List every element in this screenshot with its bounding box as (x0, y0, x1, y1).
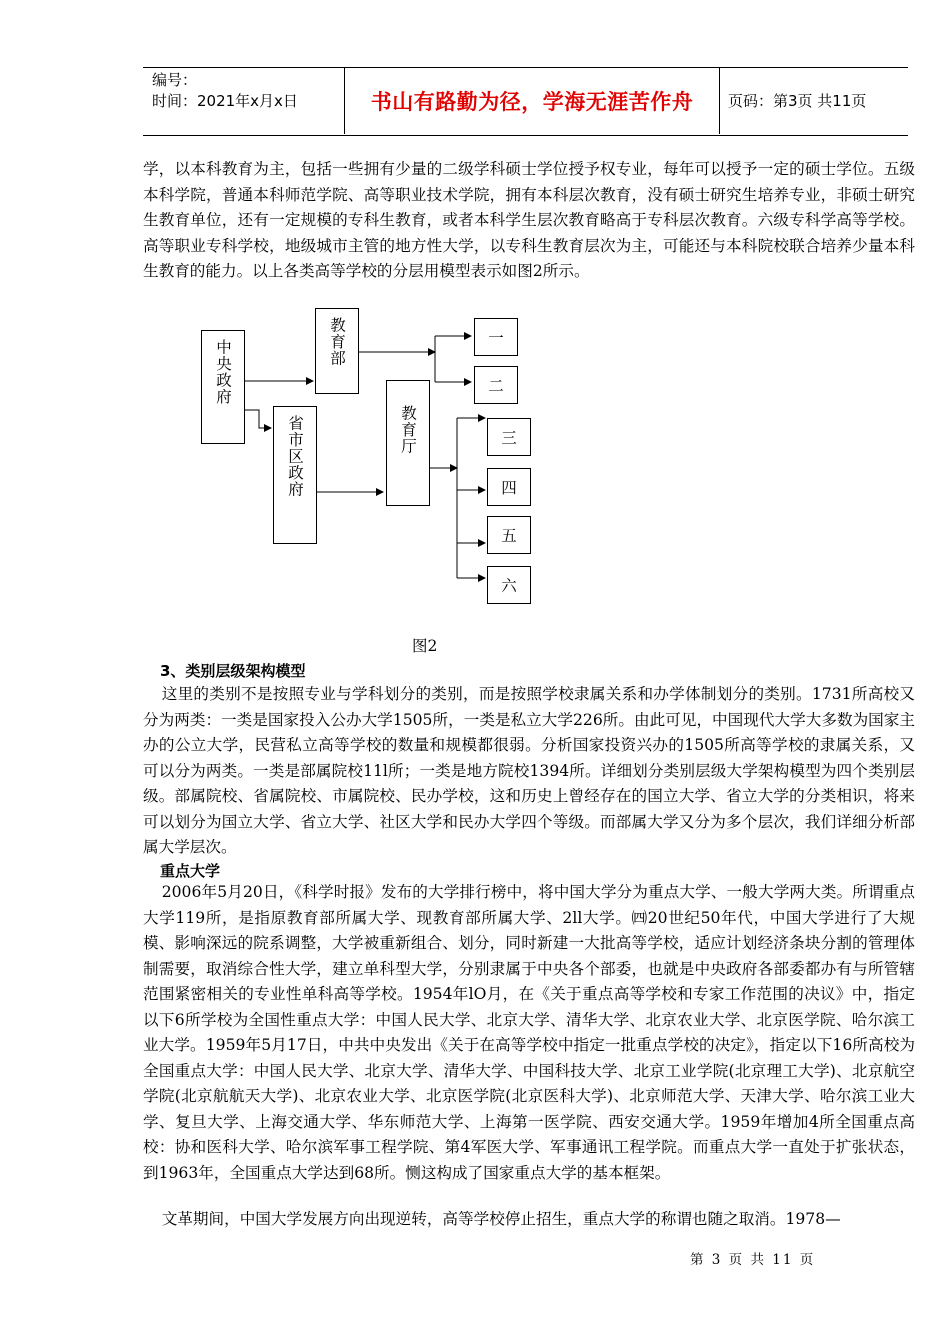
header-left (152, 70, 342, 112)
last-paragraph: 文革期间，中国大学发展方向出现逆转，高等学校停止招生，重点大学的称谓也随之取消。1978— (161, 1210, 841, 1228)
level-2-node: 二 (474, 366, 518, 404)
level-3-node: 三 (487, 418, 531, 456)
ministry-of-education-node: 教育部 (315, 308, 359, 394)
level-1-node: 一 (474, 318, 518, 356)
header-motto: 书山有路勤为径，学海无涯苦作舟 (370, 90, 694, 114)
central-government-node: 中央政府 (201, 330, 245, 444)
key-university-heading: 重点大学 (160, 862, 221, 880)
key-university-paragraph: 2006年5月20日，《科学时报》发布的大学排行榜中，将中国大学分为重点大学、一般大学两大类。所谓重点大学119所，是指原教育部所属大学、现教育部所属大学、2ll大学。㈣20世纪50年代，中国大学进行了大规模、影响深远的院系调整，大学被重新组合、划分，同时新建一大批高等学校，适应计划经济条块分割的管理体制需要，取消综合性大学，建立单科型大学，分别隶属于中央各个部委，也就是中央政府各部委都办有与所管辖范围紧密相关的专业性单科高等学校。1954年lO月，在《关于重点高等学校和专家工作范围的决议》中，指定以下6所学校为全国性重点大学：中国人民大学、北京大学、清华大学、北京农业大学、北京医学院、哈尔滨工业大学。1959年5月17日，中共中央发出《关于在高等学校中指定一批重点学校的决定》，指定以下16所高校为全国重点大学：中国人民大学、北京大学、清华大学、中国科技大学、北京工业学院(北京理工大学)、北京航空学院(北京航航天大学)、北京农业大学、北京医学院(北京医科大学)、北京师范大学、天津大学、哈尔滨工业大学、复旦大学、上海交通大学、华东师范大学、上海第一医学院、西安交通大学。1959年增加4所全国重点高校：协和医科大学、哈尔滨军事工程学院、第4军医大学、军事通讯工程学院。而重点大学一直处于扩张状态，到1963年，全国重点大学达到68所。恻这构成了国家重点大学的基本框架。 (143, 883, 915, 1182)
education-department-node: 教育厅 (386, 380, 430, 506)
header-code-label: 编号： (152, 71, 198, 89)
section3-heading: 3、类别层级架构模型 (160, 662, 306, 680)
header-motto-box (344, 68, 720, 134)
level-6-node: 六 (487, 566, 531, 604)
intro-paragraph: 学，以本科教育为主，包括一些拥有少量的二级学科硕士学位授予权专业，每年可以授予一定的硕士学位。五级本科学院，普通本科师范学院、高等职业技术学院，拥有本科层次教育，没有硕士研究生培养专业，非硕士研究生教育单位，还有一定规模的专科生教育，或者本科学生层次教育略高于专科层次教育。六级专科学高等学校。高等职业专科学校，地级城市主管的地方性大学，以专科生教育层次为主，可能还与本科院校联合培养少量本科生教育的能力。以上各类高等学校的分层用模型表示如图2所示。 (143, 160, 915, 280)
page-footer: 第 3 页 共 11 页 (690, 1252, 816, 1268)
hierarchy-diagram (195, 300, 545, 615)
level-5-node: 五 (487, 516, 531, 554)
section3-paragraph: 这里的类别不是按照专业与学科划分的类别，而是按照学校隶属关系和办学体制划分的类别。1731所高校又分为两类：一类是国家投入公办大学1505所，一类是私立大学226所。由此可见，中国现代大学大多数为国家主办的公立大学，民营私立高等学校的数量和规模都很弱。分析国家投资兴办的1505所高等学校的隶属关系，又可以分为两类。一类是部属院校11l所；一类是地方院校1394所。详细划分类别层级大学架构模型为四个类别层级。部属院校、省属院校、市属院校、民办学校，这和历史上曾经存在的国立大学、省立大学的分类相识，将来可以划分为国立大学、省立大学、社区大学和民办大学四个等级。而部属大学又分为多个层次，我们详细分析部属大学层次。 (143, 685, 915, 856)
provincial-government-node: 省市区政府 (273, 406, 317, 544)
level-4-node: 四 (487, 468, 531, 506)
header-bottom-rule (143, 135, 908, 136)
header-page-info: 页码：第3页 共11页 (728, 92, 867, 110)
header-time-label: 时间：2021年x月x日 (152, 92, 298, 110)
figure-caption: 图2 (412, 637, 438, 655)
